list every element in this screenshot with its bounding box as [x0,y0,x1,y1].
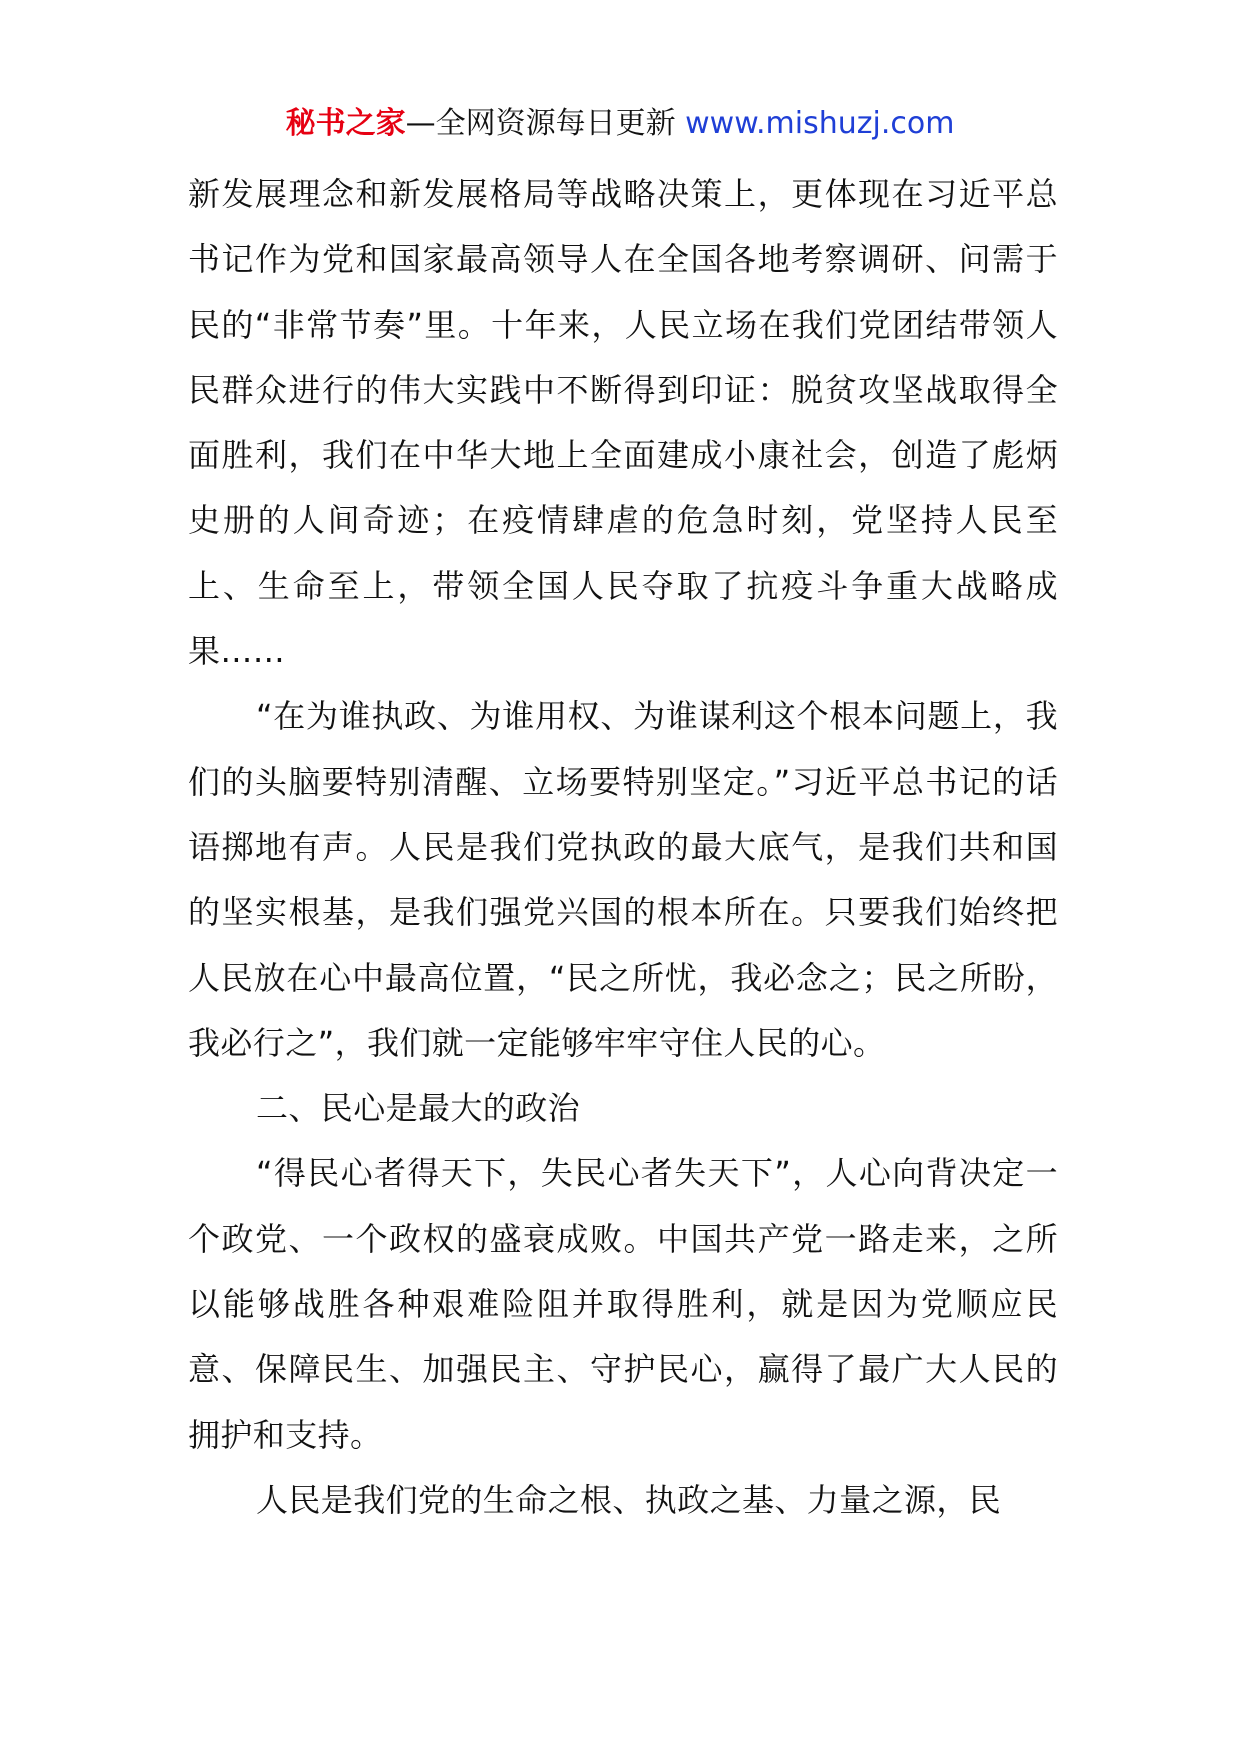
paragraph-public-support: “得民心者得天下，失民心者失天下”，人心向背决定一个政党、一个政权的盛衰成败。中国共产党一路走来，之所以能够战胜各种艰难险阻并取得胜利，就是因为党顺应民意、保障民生、加强民主、守护民心，赢得了最广大人民的拥护和支持。 [188,1154,1058,1454]
paragraph-continuation: 新发展理念和新发展格局等战略决策上，更体现在习近平总书记作为党和国家最高领导人在全国各地考察调研、问需于民的“非常节奏”里。十年来，人民立场在我们党团结带领人民群众进行的伟大实践中不断得到印证：脱贫攻坚战取得全面胜利，我们在中华大地上全面建成小康社会，创造了彪炳史册的人间奇迹；在疫情肆虐的危急时刻，党坚持人民至上、生命至上，带领全国人民夺取了抗疫斗争重大战略成果…… [188,175,1058,671]
site-url-link[interactable]: www.mishuzj.com [685,106,955,141]
document-body [188,162,1058,1533]
paragraph-people-root: 人民是我们党的生命之根、执政之基、力量之源，民 [256,1480,1002,1519]
site-header [0,104,1240,144]
site-tagline: —全网资源每日更新 [405,106,676,141]
paragraph-quote-governance: “在为谁执政、为谁用权、为谁谋利这个根本问题上，我们的头脑要特别清醒、立场要特别坚定。”习近平总书记的话语掷地有声。人民是我们党执政的最大底气，是我们共和国的坚实根基，是我们强党兴国的根本所在。只要我们始终把人民放在心中最高位置，“民之所忧，我必念之；民之所盼，我必行之”，我们就一定能够牢牢守住人民的心。 [188,697,1058,1062]
section-heading: 二、民心是最大的政治 [256,1089,581,1128]
site-brand: 秘书之家 [285,106,406,141]
